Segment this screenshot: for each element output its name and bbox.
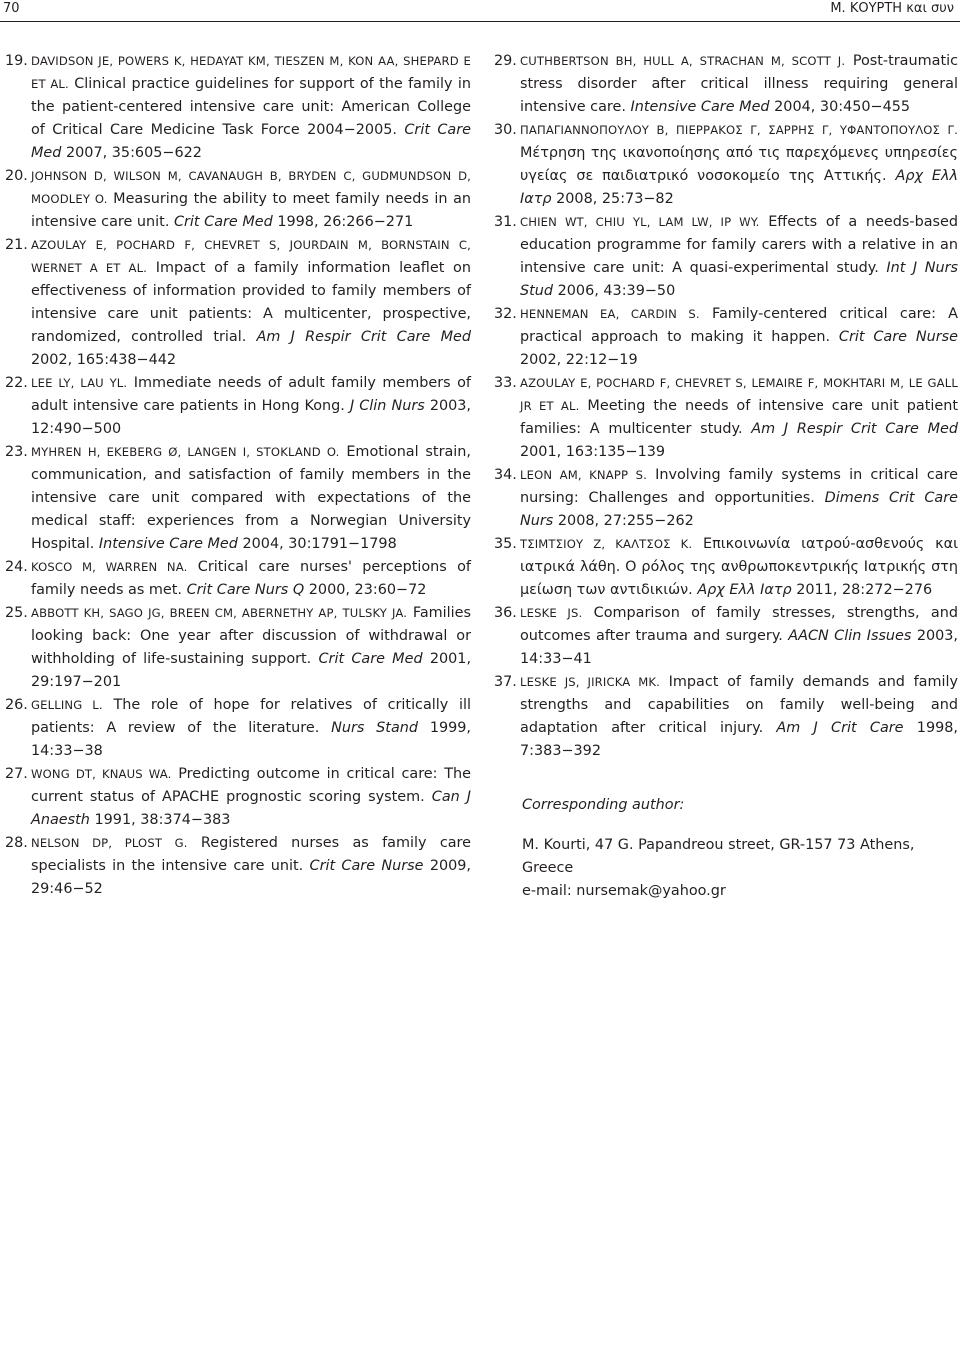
reference-item xyxy=(5,234,471,372)
reference-journal: J Clin Nurs xyxy=(349,398,425,414)
reference-details: 2003, 14:33−41 xyxy=(520,628,959,667)
reference-title: Critical care nurses' perceptions of family needs as met. xyxy=(31,559,471,598)
reference-number: 33. xyxy=(494,375,517,391)
reference-title: Emotional strain, communication, and satisfaction of family members in the intensive care unit compared with expectations of the medical staff: experiences from a Norwegian University Hospital. xyxy=(31,444,471,552)
reference-details: 2003, 12:490−500 xyxy=(31,398,472,437)
reference-authors: LESKE JS, JIRICKA MK. xyxy=(520,675,660,689)
reference-number: 37. xyxy=(494,674,517,690)
reference-title: Meeting the needs of intensive care unit patient families: A multicenter study. xyxy=(520,398,958,437)
reference-authors: CUTHBERTSON BH, HULL A, STRACHAN M, SCOTT J. xyxy=(520,54,846,68)
reference-title: Impact of a family information leaflet on effectiveness of information provided to family members of intensive care unit patients: A multicenter, prospective, randomized, controlled trial. xyxy=(31,260,471,345)
reference-number: 20. xyxy=(5,168,28,184)
reference-authors: LEON AM, KNAPP S. xyxy=(520,468,647,482)
reference-number: 23. xyxy=(5,444,28,460)
running-head: Μ. ΚΟΥΡΤΗ και συν xyxy=(830,1,954,16)
reference-number: 32. xyxy=(494,306,517,322)
reference-journal: Int J Nurs Stud xyxy=(520,260,958,299)
reference-authors: WONG DT, KNAUS WA. xyxy=(31,767,172,781)
correspondence-email: e-mail: nursemak@yahoo.gr xyxy=(522,883,726,899)
header-rule xyxy=(0,21,960,22)
reference-journal: Can J Anaesth xyxy=(31,789,471,828)
reference-authors: ABBOTT KH, SAGO JG, BREEN CM, ABERNETHY AP, TULSKY JA. xyxy=(31,606,408,620)
reference-title: Post-traumatic stress disorder after critical illness requiring general intensive care. xyxy=(520,53,959,115)
reference-authors: KOSCO M, WARREN NA. xyxy=(31,560,188,574)
reference-authors: JOHNSON D, WILSON M, CAVANAUGH B, BRYDEN C, GUDMUNDSON D, MOODLEY O. xyxy=(31,169,471,206)
reference-details: 2009, 29:46−52 xyxy=(31,858,472,897)
reference-number: 34. xyxy=(494,467,517,483)
reference-item xyxy=(494,50,958,119)
reference-title: Επικοινωνία ιατρού-ασθενούς και ιατρικά λάθη. Ο ρόλος της ανθρωποκεντρικής Ιατρικής στη μείωση των αντιδικιών. xyxy=(520,536,959,598)
correspondence-address: M. Kourti, 47 G. Papandreou street, GR-157 73 Athens, Greece xyxy=(522,837,915,876)
reference-number: 27. xyxy=(5,766,28,782)
reference-title: Families looking back: One year after discussion of withdrawal or withholding of life-sustaining support. xyxy=(31,605,472,667)
reference-details: 1998, 26:266−271 xyxy=(277,214,414,230)
reference-details: 2006, 43:39−50 xyxy=(557,283,676,299)
reference-authors: DAVIDSON JE, POWERS K, HEDAYAT KM, TIESZEN M, KON AA, SHEPARD E ET AL. xyxy=(31,54,471,91)
reference-journal: Αρχ Ελλ Ιατρ xyxy=(697,582,792,598)
reference-details: 2000, 23:60−72 xyxy=(308,582,427,598)
reference-title: The role of hope for relatives of critically ill patients: A review of the literature. xyxy=(31,697,471,736)
reference-details: 1998, 7:383−392 xyxy=(520,720,958,759)
reference-journal: Am J Respir Crit Care Med xyxy=(256,329,471,345)
reference-item xyxy=(5,556,471,602)
reference-number: 26. xyxy=(5,697,28,713)
reference-details: 2004, 30:450−455 xyxy=(774,99,911,115)
reference-authors: GELLING L. xyxy=(31,698,103,712)
reference-title: Impact of family demands and family strengths and capabilities on family well-being and adaptation after critical injury. xyxy=(520,674,959,736)
reference-authors: ΠΑΠΑΓΙΑΝΝΟΠΟΥΛΟΥ Β, ΠΙΕΡΡΑΚΟΣ Γ, ΣΑΡΡΗΣ Γ, ΥΦΑΝΤΟΠΟΥΛΟΣ Γ. xyxy=(520,123,958,137)
reference-item xyxy=(5,832,471,901)
reference-number: 22. xyxy=(5,375,28,391)
reference-title: Registered nurses as family care specialists in the intensive care unit. xyxy=(31,835,471,874)
reference-authors: MYHREN H, EKEBERG Ø, LANGEN I, STOKLAND O. xyxy=(31,445,340,459)
reference-item xyxy=(494,211,958,303)
reference-item xyxy=(5,372,471,441)
reference-item xyxy=(5,441,471,556)
reference-title: Immediate needs of adult family members of adult intensive care patients in Hong Kong. xyxy=(31,375,472,414)
reference-title: Measuring the ability to meet family needs in an intensive care unit. xyxy=(31,191,472,230)
reference-details: 2002, 165:438−442 xyxy=(31,352,177,368)
reference-number: 25. xyxy=(5,605,28,621)
reference-journal: Intensive Care Med xyxy=(630,99,770,115)
reference-item xyxy=(494,533,958,602)
reference-authors: HENNEMAN EA, CARDIN S. xyxy=(520,307,700,321)
reference-item xyxy=(5,694,471,763)
reference-authors: LEE LY, LAU YL. xyxy=(31,376,128,390)
reference-number: 19. xyxy=(5,53,28,69)
reference-details: 2008, 25:73−82 xyxy=(556,191,674,207)
reference-title: Family-centered critical care: A practical approach to making it happen. xyxy=(520,306,959,345)
reference-title: Predicting outcome in critical care: The current status of APACHE prognostic scoring system. xyxy=(31,766,472,805)
reference-number: 21. xyxy=(5,237,28,253)
reference-journal: Crit Care Nurse xyxy=(309,858,424,874)
reference-number: 29. xyxy=(494,53,517,69)
reference-item xyxy=(494,464,958,533)
reference-details: 2011, 28:272−276 xyxy=(796,582,933,598)
reference-item xyxy=(494,303,958,372)
reference-journal: Dimens Crit Care Nurs xyxy=(520,490,958,529)
reference-journal: AACN Clin Issues xyxy=(788,628,912,644)
reference-authors: ΤΣΙΜΤΣΙΟΥ Ζ, ΚΑΛΤΣΟΣ Κ. xyxy=(520,537,693,551)
reference-item xyxy=(494,119,958,211)
reference-number: 31. xyxy=(494,214,517,230)
reference-item xyxy=(5,50,471,165)
reference-journal: Intensive Care Med xyxy=(98,536,238,552)
reference-authors: NELSON DP, PLOST G. xyxy=(31,836,188,850)
reference-number: 35. xyxy=(494,536,517,552)
references-right-column xyxy=(494,50,958,903)
reference-title: Clinical practice guidelines for support of the family in the patient-centered intensive care unit: American College of Critical Care Medicine Task Force 2004−2005. xyxy=(31,76,471,138)
reference-item xyxy=(5,165,471,234)
reference-number: 36. xyxy=(494,605,517,621)
reference-title: Μέτρηση της ικανοποίησης από τις παρεχόμενες υπηρεσίες υγείας σε παιδιατρικό νοσοκομείο της Αττικής. xyxy=(520,145,958,184)
reference-authors: AZOULAY E, POCHARD F, CHEVRET S, LEMAIRE F, MOKHTARI M, LE GALL JR ET AL. xyxy=(520,376,958,413)
reference-authors: LESKE JS. xyxy=(520,606,583,620)
reference-details: 1999, 14:33−38 xyxy=(31,720,472,759)
reference-title: Comparison of family stresses, strengths, and outcomes after trauma and surgery. xyxy=(520,605,958,644)
correspondence-block xyxy=(522,797,958,903)
reference-journal: Αρχ Ελλ Ιατρ xyxy=(520,168,958,207)
reference-number: 24. xyxy=(5,559,28,575)
reference-details: 2001, 29:197−201 xyxy=(31,651,472,690)
reference-details: 2004, 30:1791−1798 xyxy=(242,536,397,552)
reference-number: 30. xyxy=(494,122,517,138)
reference-journal: Crit Care Med xyxy=(318,651,423,667)
page-number: 70 xyxy=(3,1,20,16)
reference-journal: Crit Care Med xyxy=(31,122,471,161)
correspondence-heading: Corresponding author: xyxy=(522,797,685,813)
reference-journal: Am J Respir Crit Care Med xyxy=(751,421,958,437)
reference-title: Involving family systems in critical care nursing: Challenges and opportunities. xyxy=(520,467,959,506)
reference-details: 1991, 38:374−383 xyxy=(94,812,231,828)
reference-journal: Crit Care Med xyxy=(173,214,273,230)
reference-details: 2001, 163:135−139 xyxy=(520,444,666,460)
reference-item xyxy=(494,372,958,464)
reference-details: 2007, 35:605−622 xyxy=(65,145,202,161)
reference-details: 2002, 22:12−19 xyxy=(520,352,638,368)
reference-journal: Crit Care Nurse xyxy=(838,329,958,345)
reference-details: 2008, 27:255−262 xyxy=(557,513,694,529)
reference-journal: Crit Care Nurs Q xyxy=(186,582,305,598)
reference-item xyxy=(494,671,958,763)
reference-title: Effects of a needs-based education programme for family carers with a relative in an intensive care unit: A quasi-experimental study. xyxy=(520,214,959,276)
references-right-list xyxy=(494,50,958,763)
reference-item xyxy=(494,602,958,671)
references-left-column xyxy=(5,50,471,901)
reference-authors: CHIEN WT, CHIU YL, LAM LW, IP WY. xyxy=(520,215,760,229)
page-header xyxy=(0,0,960,22)
reference-journal: Am J Crit Care xyxy=(776,720,904,736)
reference-item xyxy=(5,602,471,694)
reference-journal: Nurs Stand xyxy=(331,720,419,736)
reference-authors: AZOULAY E, POCHARD F, CHEVRET S, JOURDAIN M, BORNSTAIN C, WERNET A ET AL. xyxy=(31,238,471,275)
reference-item xyxy=(5,763,471,832)
reference-number: 28. xyxy=(5,835,28,851)
